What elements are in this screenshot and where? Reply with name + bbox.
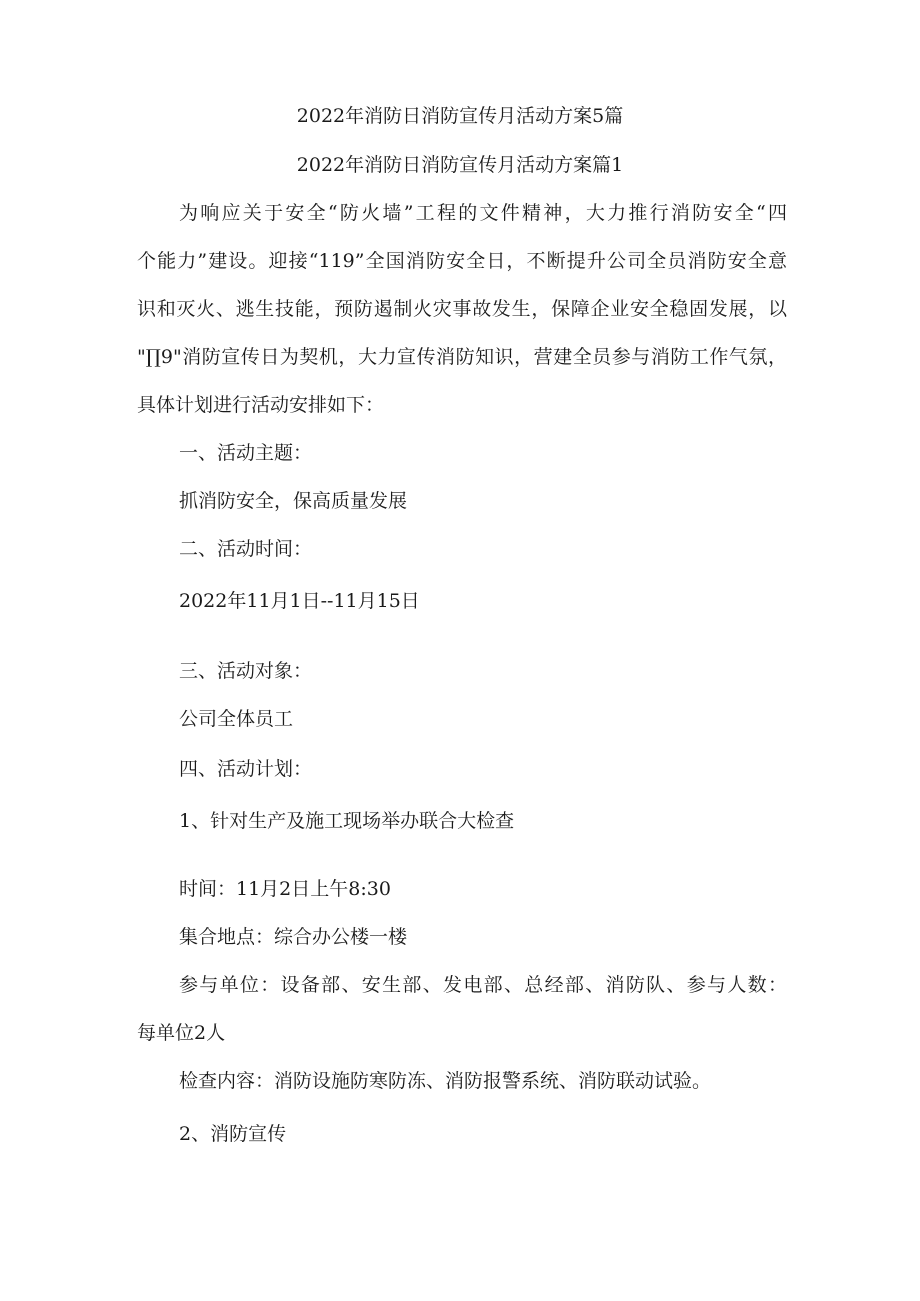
intro-line-4: "∏9"消防宣传日为契机，大力宣传消防知识，营建全员参与消防工作气氛， xyxy=(137,346,787,368)
section-audience-content: 公司全体员工 xyxy=(179,708,294,730)
plan-item-1-units-line-2: 每单位2人 xyxy=(137,1022,226,1044)
intro-line-2: 个能力”建设。迎接“119”全国消防安全日，不断提升公司全员消防安全意 xyxy=(137,250,787,272)
section-time-content: 2022年11月1日--11月15日 xyxy=(179,590,420,612)
intro-line-5: 具体计划进行活动安排如下： xyxy=(137,394,385,416)
plan-item-1-content: 检查内容：消防设施防寒防冻、消防报警系统、消防联动试验。 xyxy=(179,1070,712,1092)
plan-item-2-title: 2、消防宣传 xyxy=(179,1123,287,1145)
section-theme-heading: 一、活动主题： xyxy=(179,442,313,464)
section-plan-heading: 四、活动计划： xyxy=(179,758,313,780)
section-audience-heading: 三、活动对象： xyxy=(179,660,313,682)
intro-line-3: 识和灭火、逃生技能，预防遏制火灾事故发生，保障企业安全稳固发展，以 xyxy=(137,298,787,320)
plan-item-1-units-line-1: 参与单位：设备部、安生部、发电部、总经部、消防队、参与人数： xyxy=(179,974,787,996)
document-title: 2022年消防日消防宣传月活动方案5篇 xyxy=(296,105,624,127)
section-theme-content: 抓消防安全，保高质量发展 xyxy=(179,490,408,512)
section-time-heading: 二、活动时间： xyxy=(179,538,313,560)
plan-item-1-time: 时间：11月2日上午8:30 xyxy=(179,878,391,900)
document-subtitle: 2022年消防日消防宣传月活动方案篇1 xyxy=(296,154,624,176)
plan-item-1-title: 1、针对生产及施工现场举办联合大检查 xyxy=(179,810,515,832)
intro-line-1: 为响应关于安全“防火墙”工程的文件精神，大力推行消防安全“四 xyxy=(179,202,787,224)
plan-item-1-location: 集合地点：综合办公楼一楼 xyxy=(179,926,408,948)
